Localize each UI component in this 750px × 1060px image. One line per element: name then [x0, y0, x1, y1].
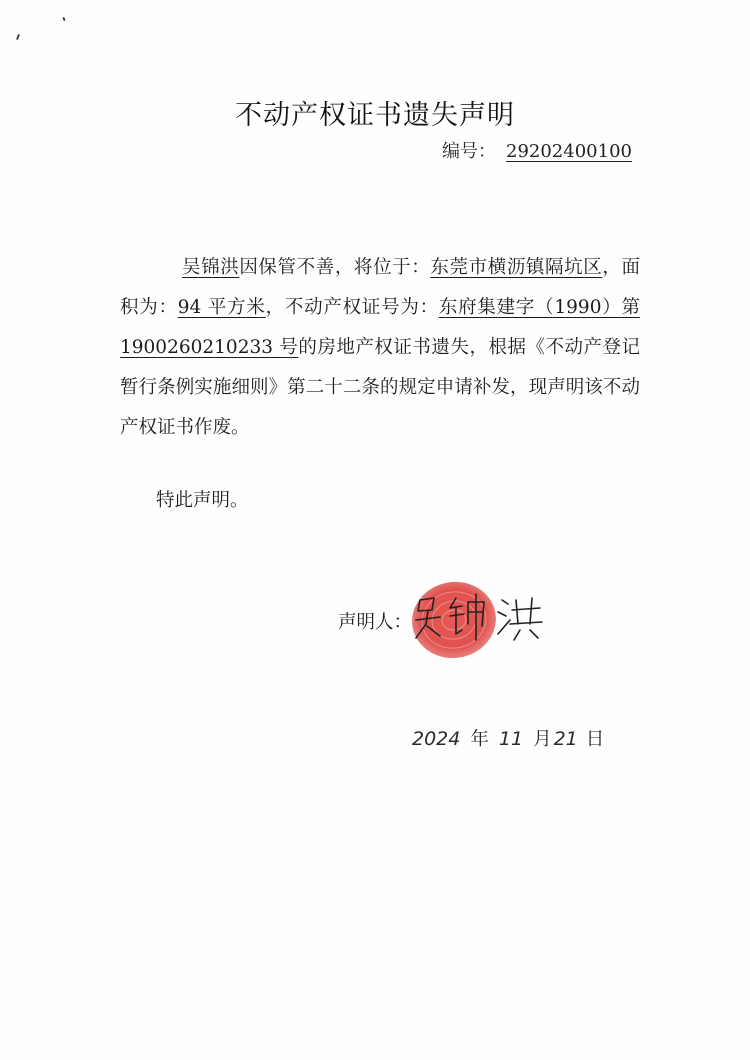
certificate-number: 东府集建字（1990）第 1900260210233 号 [120, 297, 640, 358]
paragraph-text: 因保管不善，将位于： [239, 257, 431, 278]
closing-statement: 特此声明。 [156, 490, 249, 511]
paragraph-text: ，面积为： [120, 257, 640, 318]
signing-date [412, 725, 614, 751]
handwritten-signature [410, 590, 550, 650]
scan-speck [62, 17, 65, 21]
date-year-unit: 年 [470, 729, 489, 750]
serial-number [442, 137, 636, 163]
paragraph-text: 的房地产权证书遗失，根据《不动产登记暂行条例实施细则》第二十二条的规定申请补发，现声明该不动产权证书作废。 [120, 337, 640, 438]
declaration-paragraph [120, 248, 640, 448]
property-area: 94 平方米 [177, 297, 266, 318]
date-day: 21 [553, 728, 578, 750]
serial-label: 编号： [442, 141, 496, 162]
declarant-label: 声明人： [338, 612, 413, 633]
owner-name: 吴锦洪 [182, 257, 240, 278]
document-title: 不动产权证书遗失声明 [235, 100, 515, 131]
date-day-unit: 日 [585, 729, 605, 750]
property-location: 东莞市横沥镇隔坑区 [430, 257, 603, 278]
date-month: 11 [498, 728, 524, 750]
scan-speck [16, 34, 20, 40]
date-year: 2024 [412, 728, 461, 750]
date-month-unit: 月 [533, 729, 552, 750]
paragraph-text: ，不动产权证号为： [265, 297, 439, 318]
serial-value: 29202400100 [506, 141, 632, 162]
